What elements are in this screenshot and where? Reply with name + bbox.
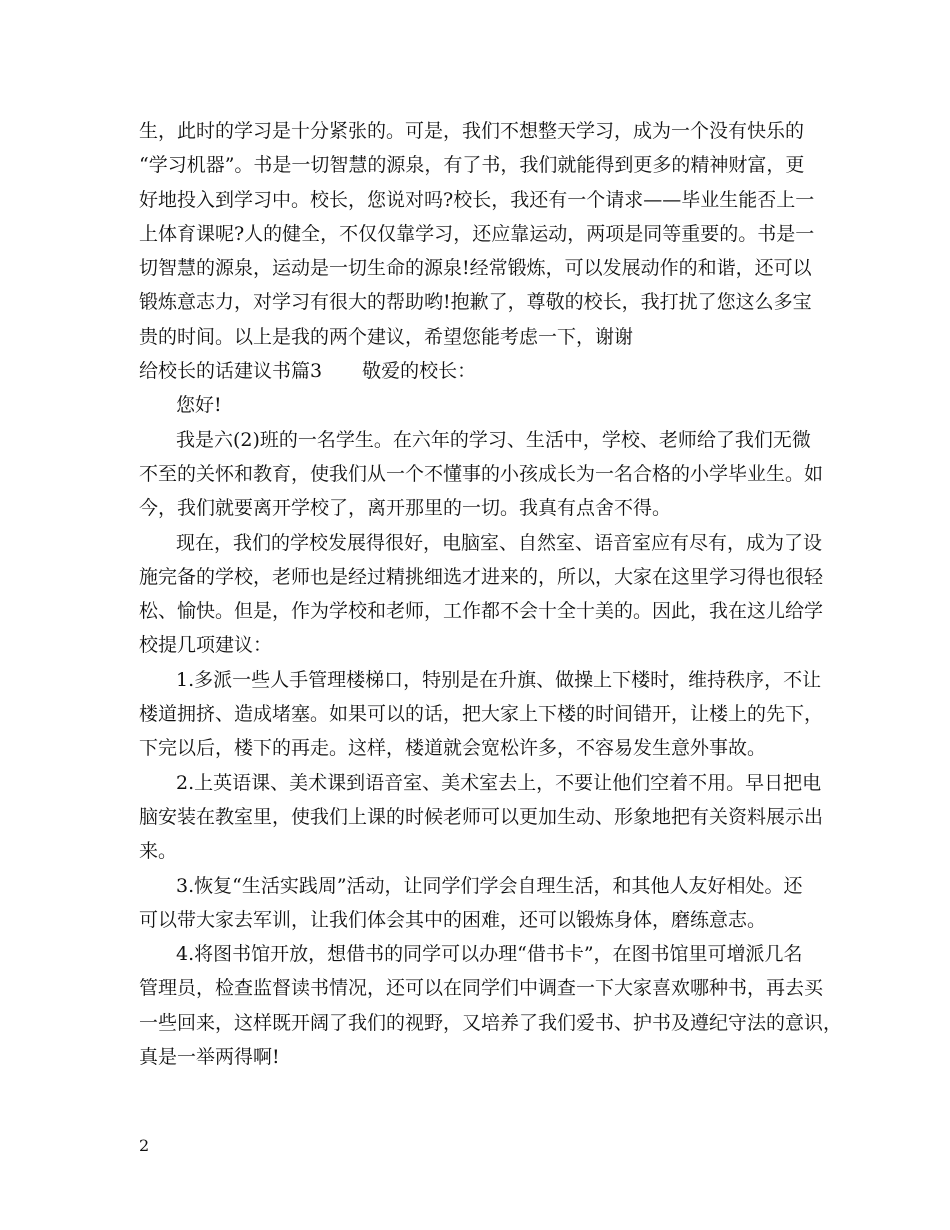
text-line: 贵的时间。以上是我的两个建议，希望您能考虑一下，谢谢 <box>139 325 634 348</box>
letter-salutation: 敬爱的校长： <box>362 360 477 383</box>
suggestion-line: 管理员，检查监督读书情况，还可以在同学们中调查一下大家喜欢哪种书，再去买 <box>139 977 824 1000</box>
suggestion-line: 2.上英语课、美术课到语音室、美术室去上，不要让他们空着不用。早日把电 <box>176 771 822 794</box>
paragraph-line: 今，我们就要离开学校了，离开那里的一切。我真有点舍不得。 <box>139 497 672 520</box>
suggestion-line: 一些回来，这样既开阔了我们的视野，又培养了我们爱书、护书及遵纪守法的意识， <box>139 1011 843 1034</box>
text-line: “学习机器”。书是一切智慧的源泉，有了书，我们就能得到更多的精神财富，更 <box>139 154 805 177</box>
text-line: 切智慧的源泉，运动是一切生命的源泉!经常锻炼，可以发展动作的和谐，还可以 <box>139 257 812 280</box>
text-line: 好地投入到学习中。校长，您说对吗?校长，我还有一个请求——毕业生能否上一 <box>139 188 815 211</box>
document-body <box>139 114 843 1074</box>
text-line: 上体育课呢?人的健全，不仅仅靠学习，还应靠运动，两项是同等重要的。书是一 <box>139 222 815 245</box>
suggestion-line: 下完以后，楼下的再走。这样，楼道就会宽松许多，不容易发生意外事故。 <box>139 737 767 760</box>
text-line: 锻炼意志力，对学习有很大的帮助哟!抱歉了，尊敬的校长，我打扰了您这么多宝 <box>139 291 812 314</box>
paragraph-line: 校提几项建议： <box>139 634 273 657</box>
section-title: 给校长的话建议书篇3 <box>139 360 323 383</box>
paragraph-line: 现在，我们的学校发展得很好，电脑室、自然室、语音室应有尽有，成为了设 <box>176 531 823 554</box>
paragraph-line: 不至的关怀和教育，使我们从一个不懂事的小孩成长为一名合格的小学毕业生。如 <box>139 462 824 485</box>
suggestion-line: 3.恢复“生活实践周”活动，让同学们学会自理生活，和其他人友好相处。还 <box>176 874 803 897</box>
suggestion-line: 来。 <box>139 840 178 863</box>
suggestion-line: 4.将图书馆开放，想借书的同学可以办理“借书卡”，在图书馆里可增派几名 <box>176 943 803 966</box>
paragraph-line: 施完备的学校，老师也是经过精挑细选才进来的，所以，大家在这里学习得也很轻 <box>139 565 824 588</box>
letter-greeting: 您好! <box>176 394 222 417</box>
page-number: 2 <box>139 1136 150 1155</box>
section-heading <box>139 354 819 388</box>
suggestion-line: 1.多派一些人手管理楼梯口，特别是在升旗、做操上下楼时，维持秩序，不让 <box>176 668 822 691</box>
suggestion-line: 真是一举两得啊! <box>139 1046 280 1069</box>
suggestion-line: 可以带大家去军训，让我们体会其中的困难，还可以锻炼身体，磨练意志。 <box>139 908 767 931</box>
suggestion-line: 脑安装在教室里，使我们上课的时候老师可以更加生动、形象地把有关资料展示出 <box>139 805 824 828</box>
paragraph-line: 我是六(2)班的一名学生。在六年的学习、生活中，学校、老师给了我们无微 <box>176 428 811 451</box>
text-line: 生，此时的学习是十分紧张的。可是，我们不想整天学习，成为一个没有快乐的 <box>139 120 805 142</box>
suggestion-line: 楼道拥挤、造成堵塞。如果可以的话，把大家上下楼的时间错开，让楼上的先下， <box>139 703 824 726</box>
paragraph-line: 松、愉快。但是，作为学校和老师，工作都不会十全十美的。因此，我在这儿给学 <box>139 600 824 623</box>
